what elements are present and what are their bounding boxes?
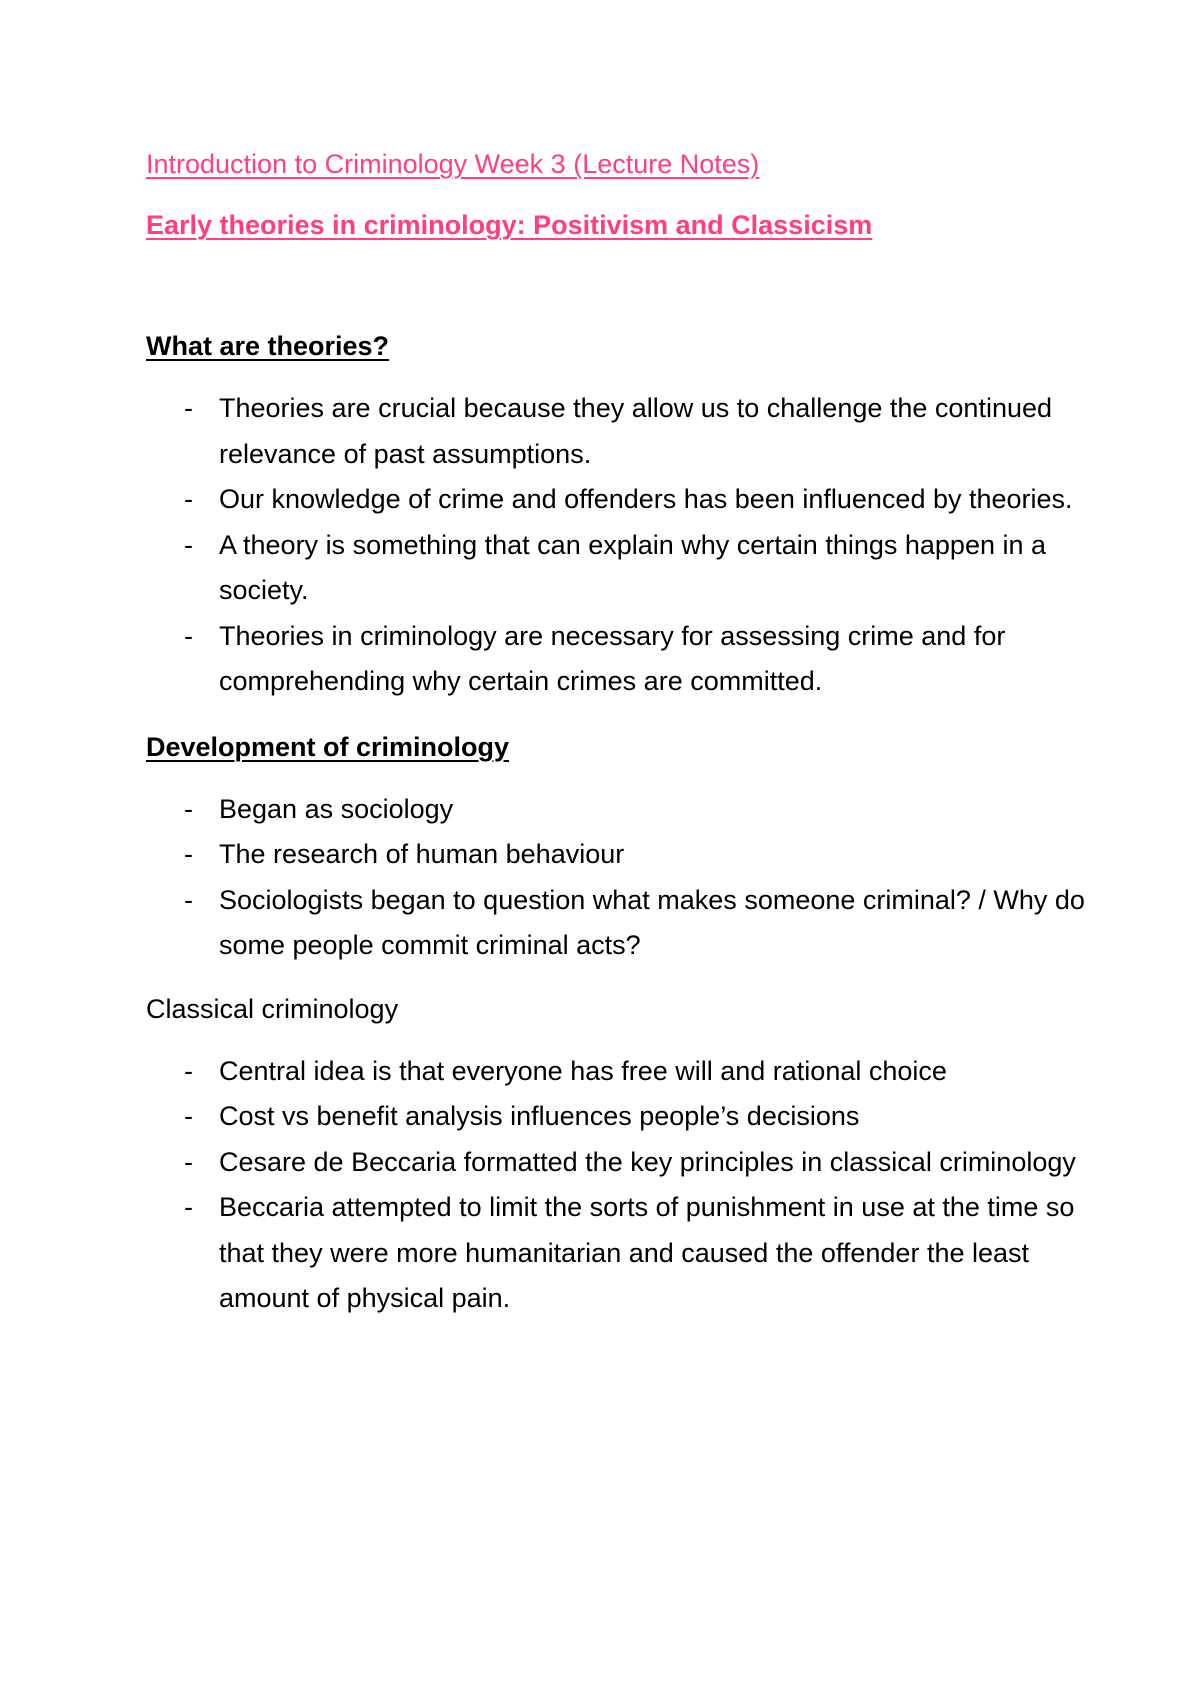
list-item: [146, 477, 1089, 523]
dash-bullet: -: [184, 620, 193, 651]
list-item-text: Cesare de Beccaria formatted the key principles in classical criminology: [219, 1146, 1076, 1177]
dash-bullet: -: [184, 1101, 193, 1131]
dash-bullet: -: [184, 1146, 193, 1177]
list-item: [146, 1140, 1089, 1186]
dash-bullet: -: [184, 484, 193, 514]
dash-bullet: -: [184, 884, 193, 915]
dash-bullet: -: [184, 839, 193, 869]
section-heading-classical: Classical criminology: [146, 993, 399, 1024]
document-title: Introduction to Criminology Week 3 (Lecture Notes): [146, 149, 760, 179]
dash-bullet: -: [184, 1192, 193, 1222]
classical-list: [146, 1049, 1076, 1322]
list-item: [146, 832, 1089, 878]
list-item: [146, 1049, 1089, 1095]
list-item: [146, 1185, 1089, 1322]
list-item-text: Began as sociology: [219, 793, 454, 824]
list-item-text: Theories in criminology are necessary for assessing crime and for comprehending why certain crimes are committed.: [219, 620, 1006, 696]
list-item-text: Cost vs benefit analysis influences people’s decisions: [219, 1101, 860, 1131]
list-item: [146, 386, 1089, 477]
list-item-text: Sociologists began to question what makes someone criminal? / Why do some people commit criminal acts?: [219, 884, 1085, 960]
list-item-text: Theories are crucial because they allow us to challenge the continued relevance of past assumptions.: [219, 393, 1053, 469]
dash-bullet: -: [184, 793, 193, 824]
dash-bullet: -: [184, 393, 193, 423]
list-item: [146, 1094, 1089, 1140]
list-item-text: Beccaria attempted to limit the sorts of punishment in use at the time so that they were more humanitarian and caused the offender the least amount of physical pain.: [219, 1192, 1075, 1313]
dash-bullet: -: [184, 1055, 193, 1086]
document-subtitle: Early theories in criminology: Positivism and Classicism: [146, 210, 873, 240]
document-content: [146, 146, 1085, 1322]
development-list: [146, 787, 1085, 969]
section-heading-theories: What are theories?: [146, 331, 390, 361]
list-item-text: Our knowledge of crime and offenders has been influenced by theories.: [219, 484, 1073, 514]
section-heading-development: Development of criminology: [146, 731, 510, 762]
list-item-text: A theory is something that can explain why certain things happen in a society.: [219, 529, 1047, 605]
list-item: [146, 787, 1089, 833]
theories-list: [146, 386, 1076, 705]
list-item: [146, 614, 1089, 705]
list-item: [146, 878, 1089, 969]
list-item-text: The research of human behaviour: [219, 839, 625, 869]
dash-bullet: -: [184, 529, 193, 560]
list-item: [146, 523, 1089, 614]
list-item-text: Central idea is that everyone has free will and rational choice: [219, 1055, 947, 1086]
